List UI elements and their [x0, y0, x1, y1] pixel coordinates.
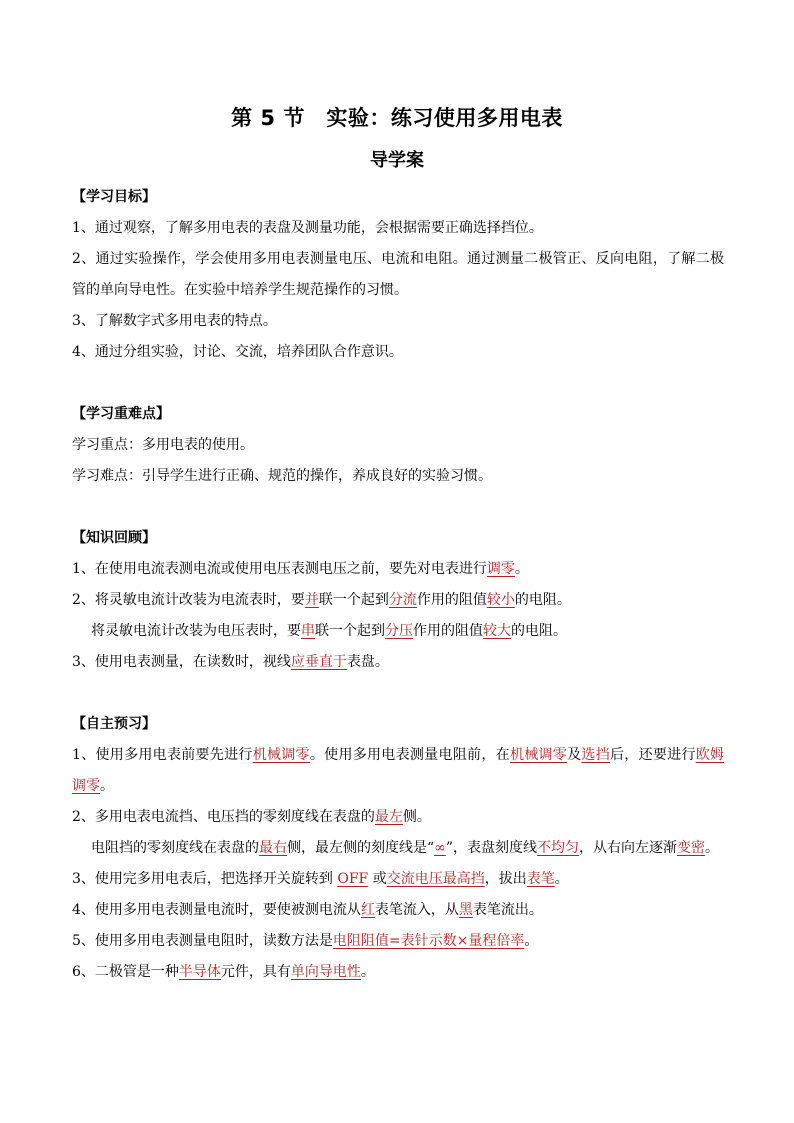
text-segment: 1、在使用电流表测电流或使用电压表测电压之前，要先对电表进行 — [72, 561, 487, 577]
answer-blank: 应垂直于 — [290, 654, 347, 670]
answer-blank: 变密 — [677, 840, 706, 856]
preview-line — [72, 740, 724, 802]
text-segment: 。 — [360, 964, 375, 980]
page-title: 第 5 节 实验：练习使用多用电表 — [231, 106, 563, 130]
text-segment: 表笔流出。 — [472, 902, 543, 918]
review-line — [72, 647, 724, 678]
text-segment: 2、将灵敏电流计改装为电流表时，要 — [72, 592, 305, 608]
text-segment: 6、二极管是一种 — [72, 964, 179, 980]
section-heading-review: 【知识回顾】 — [72, 530, 156, 546]
goal-item: 1、通过观察，了解多用电表的表盘及测量功能，会根据需要正确选择挡位。 — [72, 220, 543, 236]
answer-blank: 并 — [304, 592, 319, 608]
preview-line — [72, 833, 724, 864]
answer-blank: 黑 — [458, 902, 473, 918]
answer-blank: 最左 — [374, 809, 403, 825]
text-segment: ，拔出 — [484, 871, 527, 887]
section-heading-key-points: 【学习重难点】 — [72, 406, 170, 422]
text-segment: 3、使用完多用电表后，把选择开关旋转到 — [72, 871, 338, 887]
preview-line — [72, 864, 724, 895]
text-segment: ，从右向左逐渐 — [579, 840, 678, 856]
answer-blank: 最右 — [259, 840, 287, 856]
answer-blank: 单向导电性 — [290, 964, 361, 980]
answer-blank: 表笔 — [526, 871, 555, 887]
text-segment: 。 — [524, 933, 539, 949]
answer-blank: 机械调零 — [252, 747, 310, 763]
text-segment: 侧。 — [402, 809, 431, 825]
text-segment: 或 — [368, 871, 387, 887]
review-line — [72, 554, 724, 585]
answer-blank: 串 — [301, 623, 315, 639]
text-segment: 4、使用多用电表测量电流时，要使被测电流从 — [72, 902, 361, 918]
answer-blank: 选挡 — [581, 747, 610, 763]
answer-blank: 较小 — [486, 592, 515, 608]
text-segment: 作用的阻值 — [413, 623, 483, 639]
answer-blank: 欧姆调零 — [72, 747, 725, 794]
text-segment: 表盘。 — [346, 654, 389, 670]
goal-item: 4、通过分组实验，讨论、交流，培养团队合作意识。 — [72, 344, 403, 360]
text-segment: 将灵敏电流计改装为电压表时，要 — [91, 623, 301, 639]
review-line — [72, 616, 724, 647]
text-segment: 电阻挡的零刻度线在表盘的 — [91, 840, 259, 856]
answer-blank: 机械调零 — [509, 747, 568, 763]
text-segment: 侧，最左侧的刻度线是“ — [287, 840, 435, 856]
text-segment: 2、多用电表电流挡、电压挡的零刻度线在表盘的 — [72, 809, 375, 825]
text-segment: 及 — [567, 747, 582, 763]
section-heading-preview: 【自主预习】 — [72, 716, 156, 732]
text-segment: 。 — [100, 778, 114, 794]
answer-blank: 交流电压最高挡 — [386, 871, 485, 887]
text-segment: ”，表盘刻度线 — [445, 840, 538, 856]
text-segment: 后，还要进行 — [610, 747, 696, 763]
answer-blank: 红 — [360, 902, 375, 918]
answer-blank: 不均匀 — [537, 840, 580, 856]
review-line — [72, 585, 724, 616]
text-segment: 。 — [705, 840, 720, 856]
text-segment: 联一个起到 — [318, 592, 389, 608]
text-segment: 作用的阻值 — [416, 592, 487, 608]
text-segment: 。 — [514, 561, 529, 577]
key-point-focus: 学习重点：多用电表的使用。 — [72, 437, 254, 453]
answer-blank: ∞ — [434, 840, 446, 856]
preview-line — [72, 926, 724, 957]
answer-blank: 调零 — [486, 561, 515, 577]
text-segment: 。使用多用电表测量电阻前，在 — [309, 747, 510, 763]
page-subtitle: 导学案 — [370, 150, 424, 171]
text-segment: 1、使用多用电表前要先进行 — [72, 747, 253, 763]
answer-blank: 电阻阻值=表针示数×量程倍率 — [332, 933, 525, 949]
text-segment: 的电阻。 — [511, 623, 567, 639]
text-segment: 表笔流入，从 — [374, 902, 459, 918]
answer-blank: 较大 — [483, 623, 511, 639]
key-point-difficulty: 学习难点：引导学生进行正确、规范的操作，养成良好的实验习惯。 — [72, 468, 492, 484]
text-segment: 3、使用电表测量，在读数时，视线 — [72, 654, 291, 670]
text-segment: 元件，具有 — [220, 964, 291, 980]
goal-item: 2、通过实验操作，学会使用多用电表测量电压、电流和电阻。通过测量二极管正、反向电阻，了解二极管的单向导电性。在实验中培养学生规范操作的习惯。 — [72, 251, 724, 298]
text-segment: 。 — [554, 871, 569, 887]
answer-blank: 分流 — [388, 592, 417, 608]
preview-line — [72, 895, 724, 926]
answer-blank: 半导体 — [178, 964, 221, 980]
preview-line — [72, 802, 724, 833]
section-heading-goals: 【学习目标】 — [72, 189, 156, 205]
text-segment: 的电阻。 — [514, 592, 571, 608]
answer-blank: OFF — [337, 871, 369, 887]
answer-blank: 分压 — [385, 623, 413, 639]
text-segment: 5、使用多用电表测量电阻时，读数方法是 — [72, 933, 333, 949]
goal-item: 3、了解数字式多用电表的特点。 — [72, 313, 277, 329]
preview-line — [72, 957, 724, 988]
text-segment: 联一个起到 — [315, 623, 385, 639]
document-body — [72, 182, 724, 988]
